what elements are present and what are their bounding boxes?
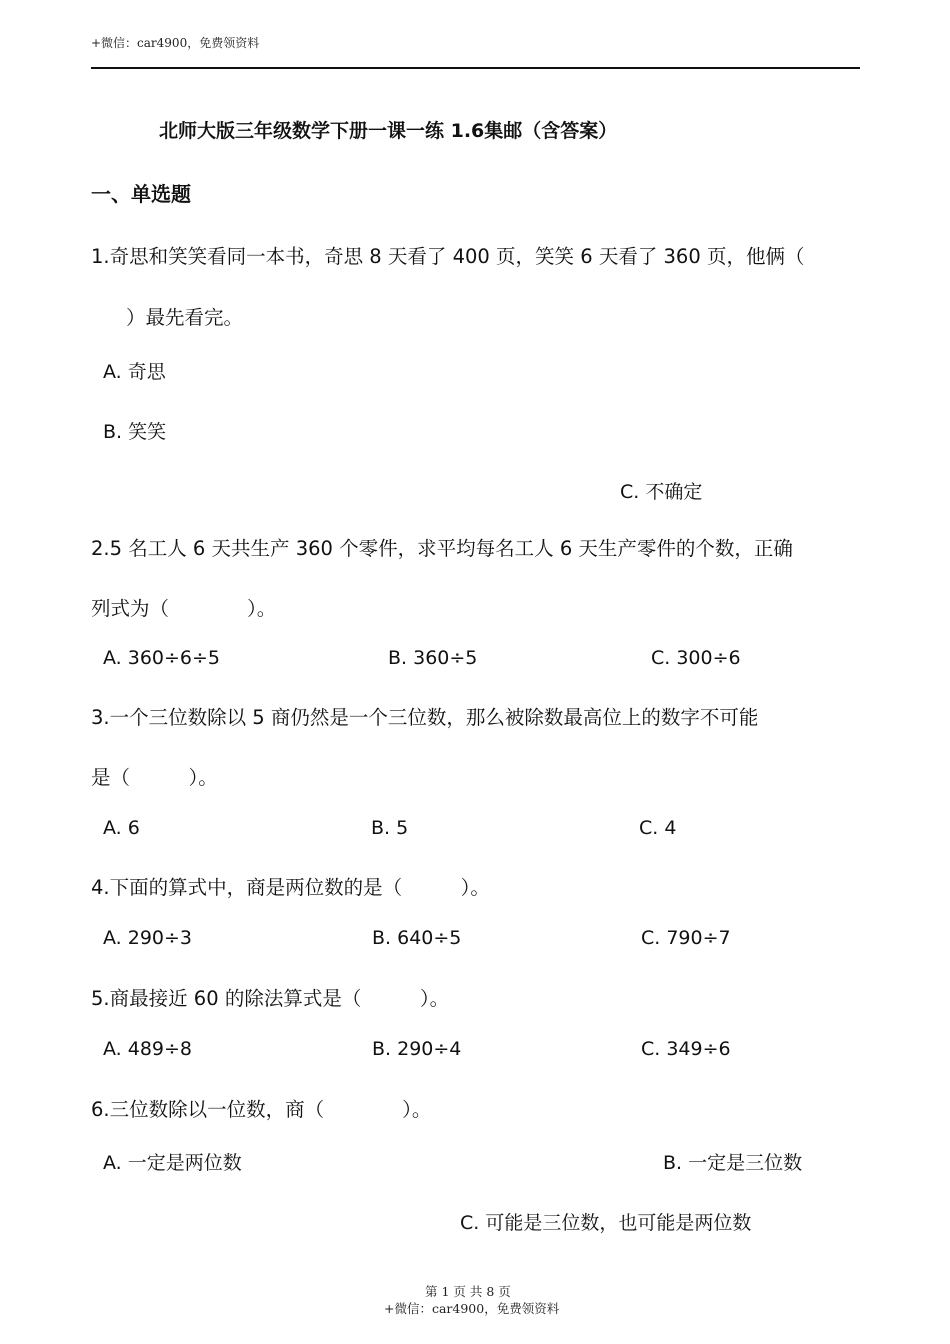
- question-text: 3.一个三位数除以 5 商仍然是一个三位数，那么被除数最高位上的数字不可能: [91, 706, 759, 729]
- option-a: A. 一定是两位数: [103, 1152, 242, 1174]
- option-a: A. 6: [103, 817, 140, 839]
- page-number: 第 1 页 共 8 页: [425, 1284, 511, 1299]
- option-a: A. 489÷8: [103, 1038, 193, 1060]
- question-text: 列式为（ ）。: [91, 597, 277, 620]
- question-text: 6.三位数除以一位数，商（ ）。: [91, 1098, 432, 1121]
- option-c: C. 300÷6: [651, 647, 741, 669]
- question-text: 1.奇思和笑笑看同一本书，奇思 8 天看了 400 页，笑笑 6 天看了 360 页，他俩（: [91, 245, 805, 268]
- option-c: C. 可能是三位数，也可能是两位数: [460, 1212, 752, 1234]
- document-title: 北师大版三年级数学下册一课一练 1.6集邮（含答案）: [159, 120, 618, 142]
- footer-watermark: +微信：car4900，免费领资料: [384, 1301, 560, 1316]
- question-text: 5.商最接近 60 的除法算式是（ ）。: [91, 987, 450, 1010]
- option-c: C. 349÷6: [641, 1038, 731, 1060]
- question-text: 是（ ）。: [91, 766, 218, 789]
- header-divider: [91, 67, 860, 69]
- section-heading: 一、单选题: [91, 182, 191, 206]
- option-c: C. 不确定: [620, 481, 703, 503]
- header-watermark: +微信：car4900，免费领资料: [91, 36, 260, 50]
- option-b: B. 640÷5: [372, 927, 462, 949]
- option-a: A. 290÷3: [103, 927, 193, 949]
- option-b: B. 360÷5: [388, 647, 478, 669]
- option-b: B. 笑笑: [103, 421, 167, 443]
- option-a: A. 奇思: [103, 361, 166, 383]
- option-b: B. 5: [371, 817, 409, 839]
- option-b: B. 290÷4: [372, 1038, 462, 1060]
- option-a: A. 360÷6÷5: [103, 647, 221, 669]
- option-c: C. 4: [639, 817, 677, 839]
- option-c: C. 790÷7: [641, 927, 731, 949]
- question-text: 2.5 名工人 6 天共生产 360 个零件，求平均每名工人 6 天生产零件的个数，正确: [91, 537, 793, 560]
- option-b: B. 一定是三位数: [663, 1152, 803, 1174]
- question-text: 4.下面的算式中，商是两位数的是（ ）。: [91, 876, 490, 899]
- question-text: ）最先看完。: [126, 306, 244, 329]
